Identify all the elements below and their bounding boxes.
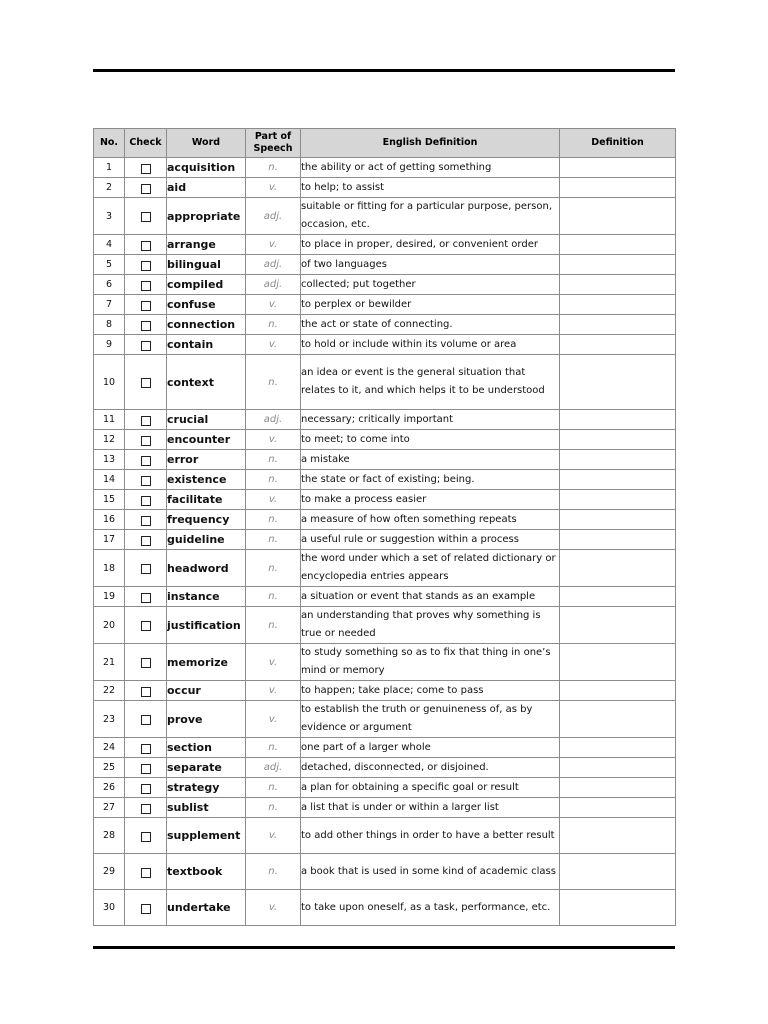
english-definition-cell: necessary; critically important [301,410,560,430]
row-number: 18 [94,550,125,587]
empty-checkbox-icon[interactable] [141,456,151,466]
row-number: 23 [94,701,125,738]
check-cell [125,470,167,490]
check-cell [125,550,167,587]
check-cell [125,275,167,295]
row-number: 9 [94,335,125,355]
part-of-speech-cell: adj. [246,198,301,235]
word-cell: confuse [167,295,246,315]
check-cell [125,681,167,701]
part-of-speech-cell: v. [246,644,301,681]
english-definition-cell: to place in proper, desired, or convenient order [301,235,560,255]
table-row [94,450,676,470]
english-definition-cell: the act or state of connecting. [301,315,560,335]
word-cell: acquisition [167,158,246,178]
empty-checkbox-icon[interactable] [141,516,151,526]
word-cell: instance [167,587,246,607]
english-definition-cell: of two languages [301,255,560,275]
check-cell [125,295,167,315]
word-cell: appropriate [167,198,246,235]
check-cell [125,178,167,198]
row-number: 6 [94,275,125,295]
table-header-row [94,129,676,158]
empty-checkbox-icon[interactable] [141,536,151,546]
english-definition-cell: to help; to assist [301,178,560,198]
empty-checkbox-icon[interactable] [141,564,151,574]
definition-cell [560,410,676,430]
table-row [94,530,676,550]
empty-checkbox-icon[interactable] [141,212,151,222]
header-english-definition: English Definition [301,129,560,158]
word-cell: existence [167,470,246,490]
word-cell: aid [167,178,246,198]
empty-checkbox-icon[interactable] [141,476,151,486]
part-of-speech-cell: v. [246,178,301,198]
definition-cell [560,738,676,758]
row-number: 3 [94,198,125,235]
word-cell: strategy [167,778,246,798]
definition-cell [560,510,676,530]
english-definition-cell: a useful rule or suggestion within a process [301,530,560,550]
row-number: 29 [94,854,125,890]
check-cell [125,798,167,818]
empty-checkbox-icon[interactable] [141,904,151,914]
table-row [94,798,676,818]
word-cell: connection [167,315,246,335]
check-cell [125,818,167,854]
definition-cell [560,701,676,738]
row-number: 4 [94,235,125,255]
part-of-speech-cell: v. [246,430,301,450]
part-of-speech-cell: n. [246,587,301,607]
part-of-speech-cell: adj. [246,275,301,295]
empty-checkbox-icon[interactable] [141,658,151,668]
english-definition-cell: a situation or event that stands as an example [301,587,560,607]
definition-cell [560,530,676,550]
definition-cell [560,158,676,178]
word-cell: headword [167,550,246,587]
row-number: 21 [94,644,125,681]
definition-cell [560,275,676,295]
table-row [94,701,676,738]
table-row [94,681,676,701]
row-number: 16 [94,510,125,530]
row-number: 11 [94,410,125,430]
english-definition-cell: to meet; to come into [301,430,560,450]
definition-cell [560,490,676,510]
table-row [94,470,676,490]
row-number: 14 [94,470,125,490]
word-cell: compiled [167,275,246,295]
word-cell: guideline [167,530,246,550]
row-number: 7 [94,295,125,315]
table-row [94,758,676,778]
part-of-speech-cell: v. [246,335,301,355]
word-cell: error [167,450,246,470]
english-definition-cell: to perplex or bewilder [301,295,560,315]
word-cell: separate [167,758,246,778]
vocabulary-table [93,128,676,926]
table-row [94,818,676,854]
part-of-speech-cell: v. [246,818,301,854]
row-number: 28 [94,818,125,854]
check-cell [125,158,167,178]
part-of-speech-cell: n. [246,530,301,550]
check-cell [125,255,167,275]
check-cell [125,758,167,778]
row-number: 13 [94,450,125,470]
table-row [94,854,676,890]
table-row [94,890,676,926]
english-definition-cell: the ability or act of getting something [301,158,560,178]
empty-checkbox-icon[interactable] [141,744,151,754]
definition-cell [560,681,676,701]
check-cell [125,430,167,450]
empty-checkbox-icon[interactable] [141,832,151,842]
word-cell: arrange [167,235,246,255]
check-cell [125,778,167,798]
check-cell [125,890,167,926]
empty-checkbox-icon[interactable] [141,184,151,194]
part-of-speech-cell: adj. [246,410,301,430]
table-row [94,295,676,315]
empty-checkbox-icon[interactable] [141,687,151,697]
check-cell [125,701,167,738]
row-number: 22 [94,681,125,701]
table-row [94,275,676,295]
word-cell: justification [167,607,246,644]
check-cell [125,235,167,255]
table-row [94,198,676,235]
english-definition-cell: to make a process easier [301,490,560,510]
definition-cell [560,450,676,470]
definition-cell [560,778,676,798]
english-definition-cell: an idea or event is the general situation that relates to it, and which helps it to be understood [301,355,560,410]
english-definition-cell: to add other things in order to have a better result [301,818,560,854]
empty-checkbox-icon[interactable] [141,416,151,426]
empty-checkbox-icon[interactable] [141,321,151,331]
part-of-speech-cell: v. [246,235,301,255]
table-row [94,235,676,255]
row-number: 17 [94,530,125,550]
part-of-speech-cell: n. [246,510,301,530]
english-definition-cell: detached, disconnected, or disjoined. [301,758,560,778]
table-row [94,490,676,510]
empty-checkbox-icon[interactable] [141,241,151,251]
check-cell [125,198,167,235]
empty-checkbox-icon[interactable] [141,261,151,271]
english-definition-cell: to hold or include within its volume or area [301,335,560,355]
part-of-speech-cell: n. [246,355,301,410]
english-definition-cell: to happen; take place; come to pass [301,681,560,701]
english-definition-cell: to establish the truth or genuineness of, as by evidence or argument [301,701,560,738]
word-cell: prove [167,701,246,738]
empty-checkbox-icon[interactable] [141,621,151,631]
top-divider [93,69,675,72]
header-part-of-speech [246,129,301,158]
english-definition-cell: a book that is used in some kind of academic class [301,854,560,890]
english-definition-cell: a mistake [301,450,560,470]
english-definition-cell: an understanding that proves why something is true or needed [301,607,560,644]
table-row [94,430,676,450]
row-number: 15 [94,490,125,510]
row-number: 26 [94,778,125,798]
definition-cell [560,178,676,198]
header-definition: Definition [560,129,676,158]
definition-cell [560,355,676,410]
empty-checkbox-icon[interactable] [141,715,151,725]
header-pos-line2: Speech [253,143,293,154]
check-cell [125,587,167,607]
definition-cell [560,798,676,818]
definition-cell [560,587,676,607]
definition-cell [560,235,676,255]
english-definition-cell: one part of a larger whole [301,738,560,758]
check-cell [125,490,167,510]
check-cell [125,644,167,681]
row-number: 27 [94,798,125,818]
empty-checkbox-icon[interactable] [141,804,151,814]
word-cell: crucial [167,410,246,430]
word-cell: context [167,355,246,410]
word-cell: section [167,738,246,758]
row-number: 12 [94,430,125,450]
part-of-speech-cell: v. [246,890,301,926]
part-of-speech-cell: n. [246,315,301,335]
table-row [94,315,676,335]
word-cell: supplement [167,818,246,854]
table-row [94,738,676,758]
part-of-speech-cell: v. [246,701,301,738]
definition-cell [560,295,676,315]
part-of-speech-cell: v. [246,295,301,315]
row-number: 24 [94,738,125,758]
row-number: 1 [94,158,125,178]
check-cell [125,410,167,430]
definition-cell [560,198,676,235]
table-row [94,178,676,198]
check-cell [125,510,167,530]
empty-checkbox-icon[interactable] [141,496,151,506]
table-row [94,778,676,798]
part-of-speech-cell: n. [246,470,301,490]
row-number: 19 [94,587,125,607]
part-of-speech-cell: n. [246,854,301,890]
definition-cell [560,818,676,854]
part-of-speech-cell: n. [246,550,301,587]
word-cell: undertake [167,890,246,926]
row-number: 8 [94,315,125,335]
check-cell [125,854,167,890]
english-definition-cell: suitable or fitting for a particular purpose, person, occasion, etc. [301,198,560,235]
header-no: No. [94,129,125,158]
table-row [94,410,676,430]
row-number: 25 [94,758,125,778]
word-cell: bilingual [167,255,246,275]
table-row [94,255,676,275]
definition-cell [560,550,676,587]
check-cell [125,355,167,410]
part-of-speech-cell: v. [246,490,301,510]
definition-cell [560,644,676,681]
english-definition-cell: to study something so as to fix that thing in one’s mind or memory [301,644,560,681]
check-cell [125,315,167,335]
check-cell [125,530,167,550]
empty-checkbox-icon[interactable] [141,341,151,351]
table-row [94,355,676,410]
word-cell: facilitate [167,490,246,510]
english-definition-cell: collected; put together [301,275,560,295]
table-row [94,158,676,178]
empty-checkbox-icon[interactable] [141,868,151,878]
table-row [94,587,676,607]
english-definition-cell: a plan for obtaining a specific goal or result [301,778,560,798]
word-cell: memorize [167,644,246,681]
definition-cell [560,335,676,355]
definition-cell [560,758,676,778]
check-cell [125,607,167,644]
header-pos-line1: Part of [254,131,292,142]
empty-checkbox-icon[interactable] [141,593,151,603]
part-of-speech-cell: n. [246,778,301,798]
part-of-speech-cell: n. [246,798,301,818]
part-of-speech-cell: adj. [246,758,301,778]
part-of-speech-cell: n. [246,738,301,758]
table-row [94,607,676,644]
table-row [94,550,676,587]
check-cell [125,335,167,355]
row-number: 2 [94,178,125,198]
table-row [94,510,676,530]
empty-checkbox-icon[interactable] [141,378,151,388]
row-number: 10 [94,355,125,410]
bottom-divider [93,946,675,949]
definition-cell [560,315,676,335]
row-number: 20 [94,607,125,644]
part-of-speech-cell: n. [246,158,301,178]
table-row [94,644,676,681]
word-cell: encounter [167,430,246,450]
empty-checkbox-icon[interactable] [141,301,151,311]
empty-checkbox-icon[interactable] [141,164,151,174]
check-cell [125,738,167,758]
empty-checkbox-icon[interactable] [141,764,151,774]
word-cell: sublist [167,798,246,818]
english-definition-cell: a measure of how often something repeats [301,510,560,530]
empty-checkbox-icon[interactable] [141,436,151,446]
word-cell: frequency [167,510,246,530]
english-definition-cell: a list that is under or within a larger list [301,798,560,818]
definition-cell [560,255,676,275]
header-word: Word [167,129,246,158]
empty-checkbox-icon[interactable] [141,784,151,794]
definition-cell [560,854,676,890]
check-cell [125,450,167,470]
definition-cell [560,470,676,490]
english-definition-cell: the word under which a set of related dictionary or encyclopedia entries appears [301,550,560,587]
row-number: 30 [94,890,125,926]
header-check: Check [125,129,167,158]
part-of-speech-cell: adj. [246,255,301,275]
part-of-speech-cell: n. [246,450,301,470]
row-number: 5 [94,255,125,275]
word-cell: textbook [167,854,246,890]
part-of-speech-cell: n. [246,607,301,644]
table-row [94,335,676,355]
definition-cell [560,430,676,450]
definition-cell [560,607,676,644]
definition-cell [560,890,676,926]
english-definition-cell: to take upon oneself, as a task, performance, etc. [301,890,560,926]
word-cell: occur [167,681,246,701]
empty-checkbox-icon[interactable] [141,281,151,291]
english-definition-cell: the state or fact of existing; being. [301,470,560,490]
part-of-speech-cell: v. [246,681,301,701]
word-cell: contain [167,335,246,355]
